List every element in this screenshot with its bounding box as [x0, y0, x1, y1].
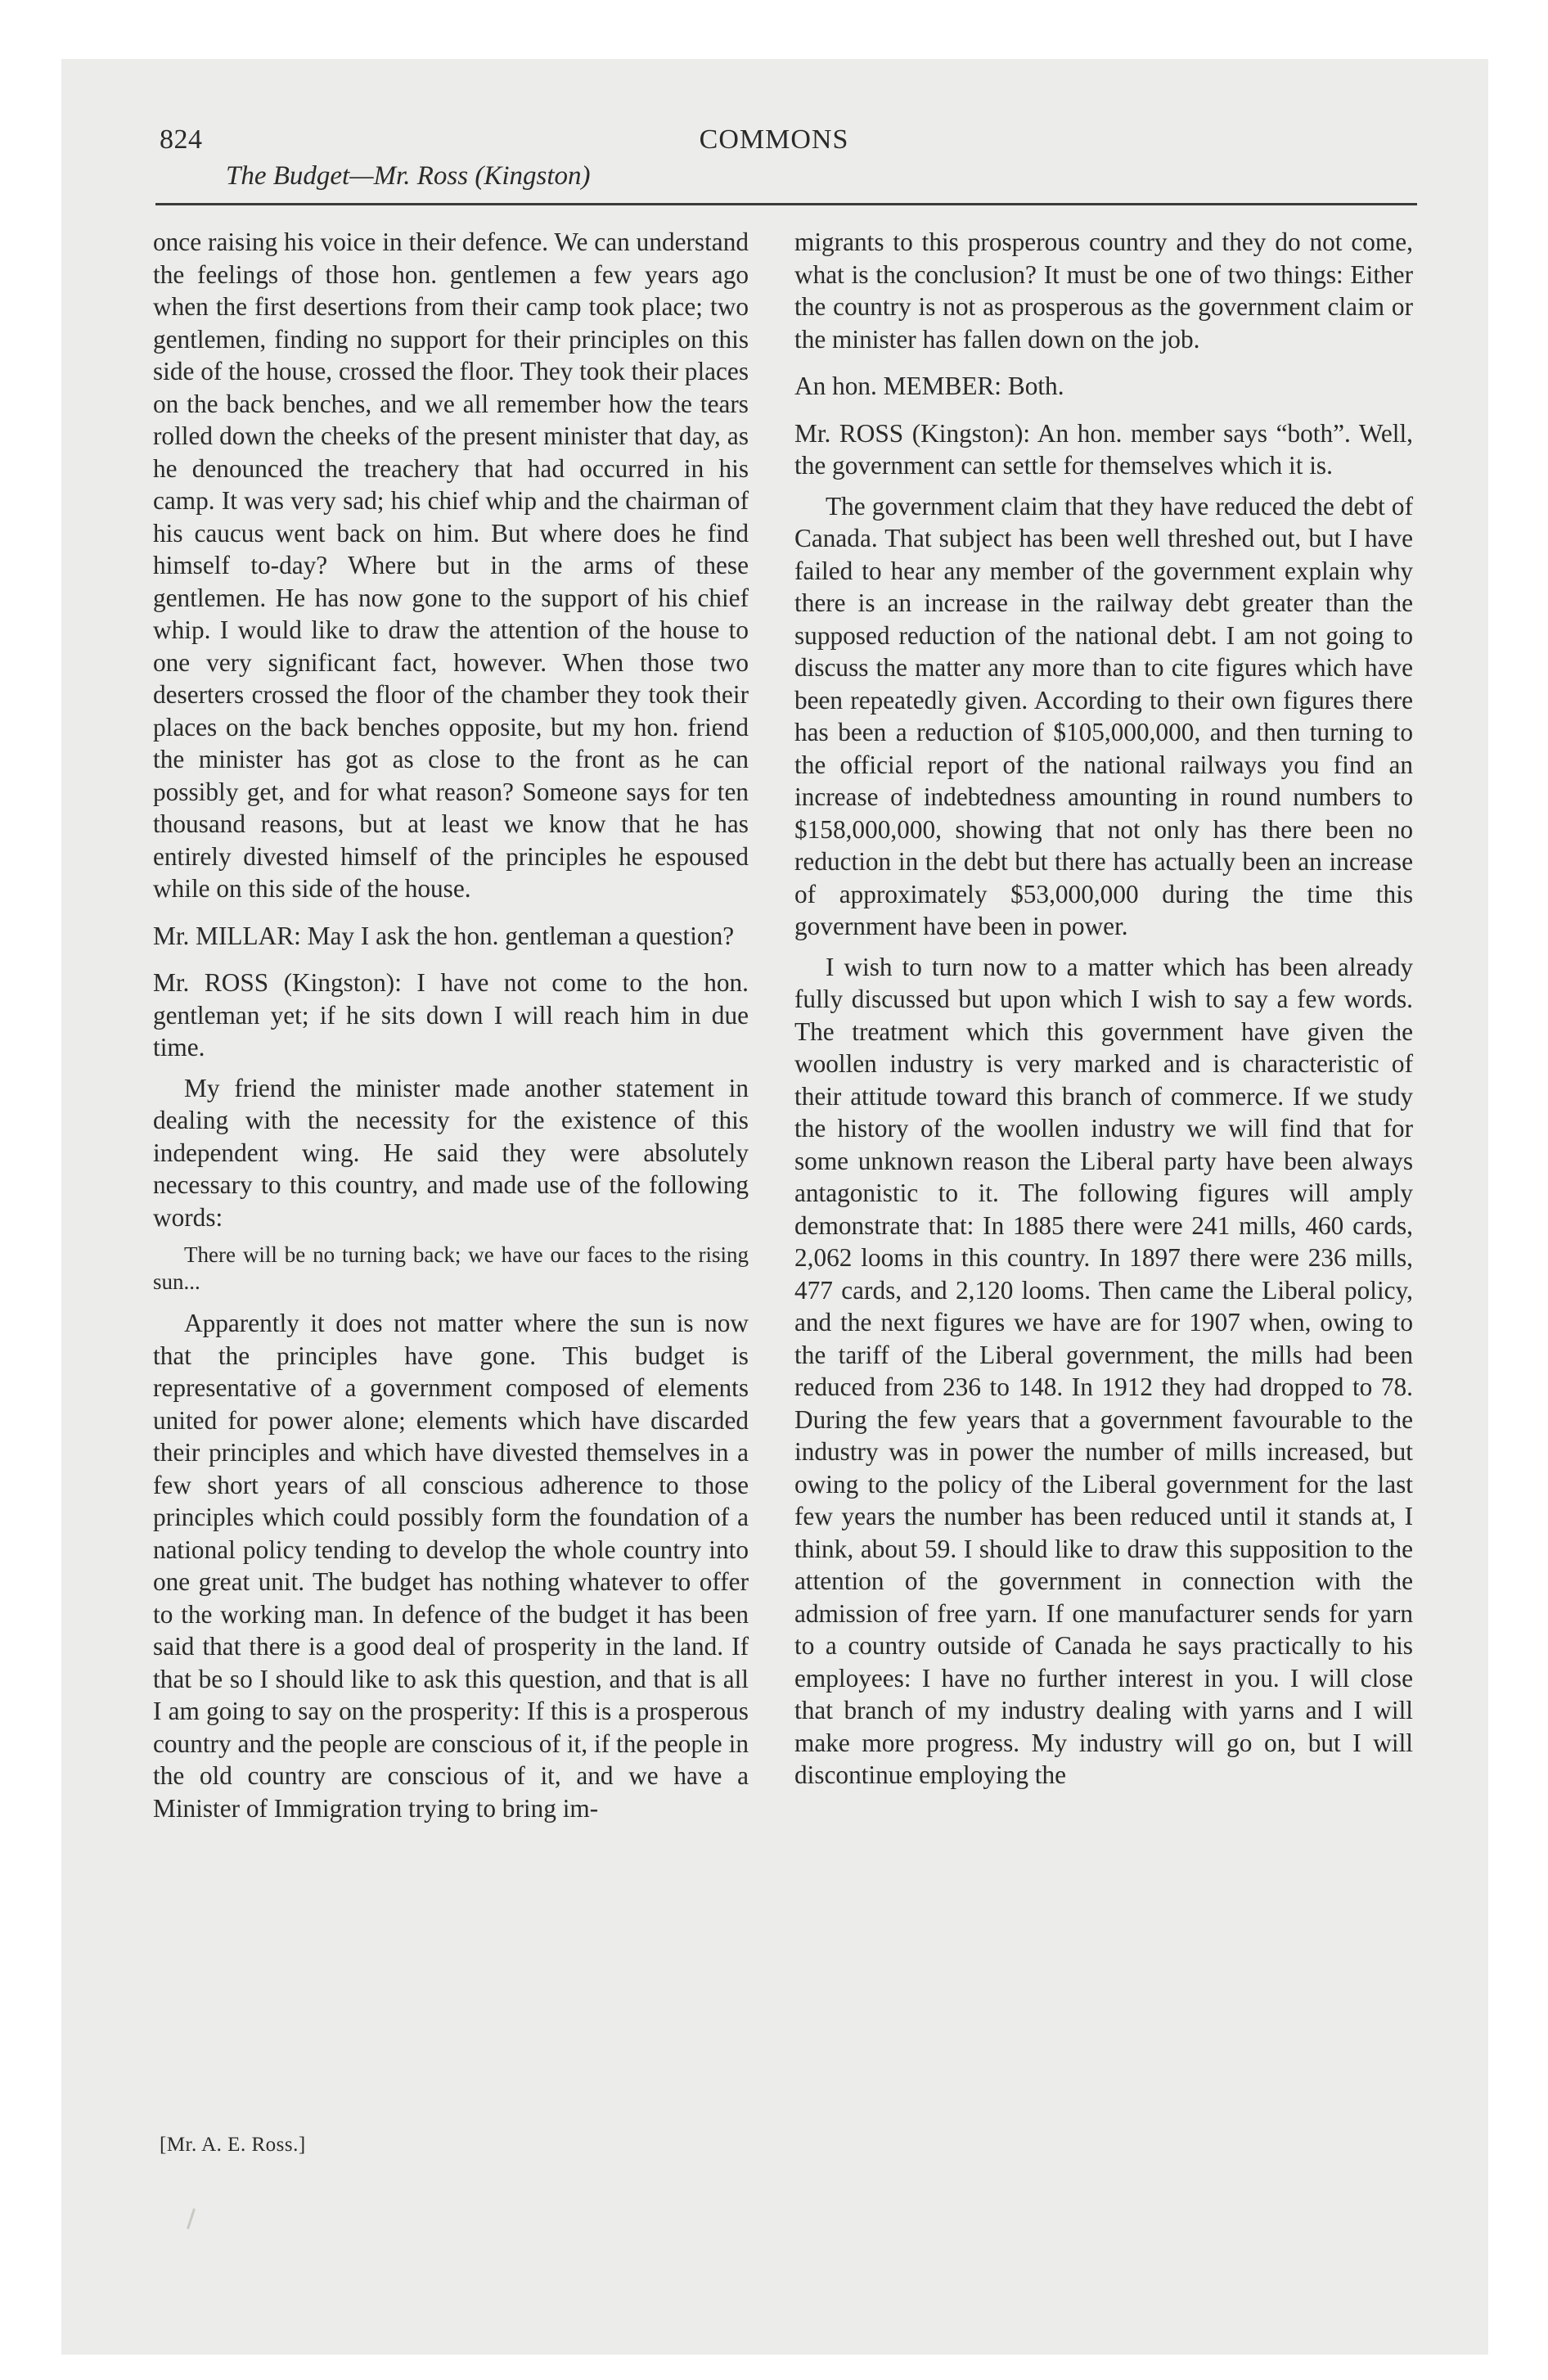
paragraph: I wish to turn now to a matter which has been already fully discussed but upon which I wish to say a few words. The treatment which this government have given the woollen industry is very marked and is characteristic of their attitude toward this branch of commerce. If we study the history of the woollen industry we will find that for some unknown reason the Liberal party have been always antagonistic to it. The following figures will amply demonstrate that: In 1885 there were 241 mills, 460 cards, 2,062 looms in this country. In 1897 there were 236 mills, 477 cards, and 2,120 looms. Then came the Liberal policy, and the next figures we have are for 1907 when, owing to the tariff of the Liberal government, the mills had been reduced from 236 to 148. In 1912 they had dropped to 78. During the few years that a government favourable to the industry was in power the number of mills increased, but owing to the policy of the Liberal government for the last few years the number has been reduced until it stands at, I think, about 59. I should like to draw this supposition to the attention of the government in connection with the admission of free yarn. If one manufacturer sends for yarn to a country outside of Canada he says practically to his employees: I have no further interest in you. I will close that branch of my industry dealing with yarns and I will make more progress. My industry will go on, but I will discontinue employing the [794, 952, 1413, 1789]
paragraph: Mr. ROSS (Kingston): I have not come to the hon. gentleman yet; if he sits down I will reach him in due time. [153, 968, 749, 1062]
paragraph: An hon. MEMBER: Both. [794, 372, 1064, 400]
paragraph: Mr. ROSS (Kingston): An hon. member says “both”. Well, the government can settle for themselves which it is. [794, 418, 1413, 480]
left-column [153, 226, 749, 1832]
paragraph: Apparently it does not matter where the sun is now that the principles have gone. This budget is representative of a government composed of elements united for power alone; elements which have discarded their principles and which have divested themselves in a few short years of all conscious adherence to those principles which could possibly form the foundation of a national policy tending to develop the whole country into one great unit. The budget has nothing whatever to offer to the working man. In defence of the budget it has been said that there is a good deal of prosperity in the land. If that be so I should like to ask this question, and that is all I am going to say on the prosperity: If this is a prosperous country and the people are conscious of it, if the people in the old country are conscious of it, and we have a Minister of Immigration trying to bring im- [153, 1309, 749, 1823]
section-subhead: The Budget—Mr. Ross (Kingston) [226, 161, 591, 191]
block-quote: There will be no turning back; we have our faces to the rising sun... [153, 1242, 749, 1294]
paragraph: Mr. MILLAR: May I ask the hon. gentleman a question? [153, 921, 735, 950]
header-rule [155, 203, 1417, 205]
right-column [794, 226, 1413, 1800]
paragraph: migrants to this prosperous country and they do not come, what is the conclusion? It must be one of two things: Either the country is not as prosperous as the government claim or the minister has fallen down on the job. [794, 228, 1413, 354]
speaker-footnote: [Mr. A. E. Ross.] [160, 2134, 306, 2156]
running-head: COMMONS [699, 124, 849, 155]
paragraph: The government claim that they have reduced the debt of Canada. That subject has been well threshed out, but I have failed to hear any member of the government explain why there is an increase in the railway debt greater than the supposed reduction of the national debt. I am not going to discuss the matter any more than to cite figures which have been repeatedly given. According to their own figures there has been a reduction of $105,000,000, and then turning to the official report of the national railways you find an increase of indebtedness amounting in round numbers to $158,000,000, showing that not only has there been no reduction in the debt but there has actually been an increase of approximately $53,000,000 during the time this government have been in power. [794, 491, 1413, 940]
paragraph: My friend the minister made another statement in dealing with the necessity for the existence of this independent wing. He said they were absolutely necessary to this country, and made use of the following words: [153, 1073, 749, 1232]
paragraph: once raising his voice in their defence. We can understand the feelings of those hon. gentlemen a few years ago when the first desertions from their camp took place; two gentlemen, finding no support for their principles on this side of the house, crossed the floor. They took their places on the back benches, and we all remember how the tears rolled down the cheeks of the present minister that day, as he denounced the treachery that had occurred in his camp. It was very sad; his chief whip and the chairman of his caucus went back on him. But where does he find himself to-day? Where but in the arms of these gentlemen. He has now gone to the support of his chief whip. I would like to draw the attention of the house to one very significant fact, however. When those two deserters crossed the floor of the chamber they took their places on the back benches opposite, but my hon. friend the minister has got as close to the front as he can possibly get, and for what reason? Someone says for ten thousand reasons, but at least we know that he has entirely divested himself of the principles he espoused while on this side of the house. [153, 228, 749, 903]
page-number: 824 [160, 124, 203, 155]
